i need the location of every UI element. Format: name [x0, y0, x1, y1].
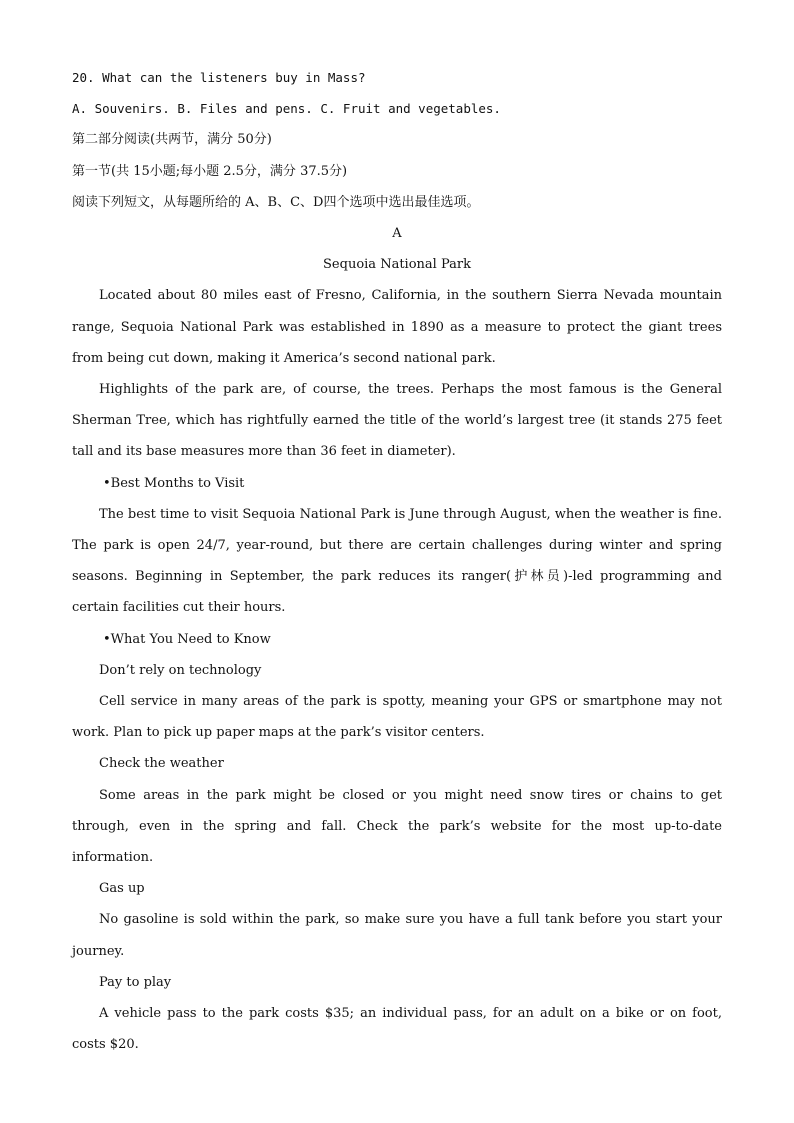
tip-weather-text: Some areas in the park might be closed or you might need snow tires or chains to get through, even in the spring and fall. Check the park’s website for the most up-to-date information. [72, 787, 722, 866]
paragraph-best-time: The best time to visit Sequoia National Park is June through August, when the weather is fine. The park is open 24/7, year-round, but there are certain challenges during winter and spring seasons. Beginning in September, the park reduces its ranger(护林员)-led programming and certain facilities cut their hours. [72, 506, 722, 616]
tip-technology-title: Don’t rely on technology [99, 662, 262, 678]
exam-page [72, 62, 722, 1061]
paragraph-intro: Located about 80 miles east of Fresno, California, in the southern Sierra Nevada mountain range, Sequoia National Park was established in 1890 as a measure to protect the giant trees from being cut down, making it America’s second national park. [72, 288, 722, 366]
passage-letter: A [392, 226, 402, 242]
passage-title: Sequoia National Park [323, 257, 471, 273]
tip-technology-text: Cell service in many areas of the park is spotty, meaning your GPS or smartphone may not work. Plan to pick up paper maps at the park’s visitor centers. [72, 694, 722, 741]
tip-pay-text: A vehicle pass to the park costs $35; an individual pass, for an adult on a bike or on foot, costs $20. [72, 1006, 722, 1053]
tip-pay-title: Pay to play [99, 974, 172, 990]
section-heading: 第一节(共 15小题;每小题 2.5分，满分 37.5分) [72, 163, 348, 179]
tip-weather-title: Check the weather [99, 756, 224, 772]
tip-gas-text: No gasoline is sold within the park, so make sure you have a full tank before you start your journey. [72, 912, 722, 959]
instructions: 阅读下列短文，从每题所给的 A、B、C、D四个选项中选出最佳选项。 [72, 194, 480, 210]
paragraph-highlights: Highlights of the park are, of course, the trees. Perhaps the most famous is the General Sherman Tree, which has rightfully earned the title of the world’s largest tree (it stands 275 feet tall and its base measures more than 36 feet in diameter). [72, 382, 722, 460]
part-heading: 第二部分阅读(共两节，满分 50分) [72, 132, 272, 148]
question-20: 20. What can the listeners buy in Mass? [72, 70, 366, 85]
question-20-options: A. Souvenirs. B. Files and pens. C. Fruit and vegetables. [72, 101, 501, 117]
tip-gas-title: Gas up [99, 881, 145, 897]
bullet-need-to-know: •What You Need to Know [103, 631, 271, 647]
bullet-best-months: •Best Months to Visit [103, 475, 245, 491]
